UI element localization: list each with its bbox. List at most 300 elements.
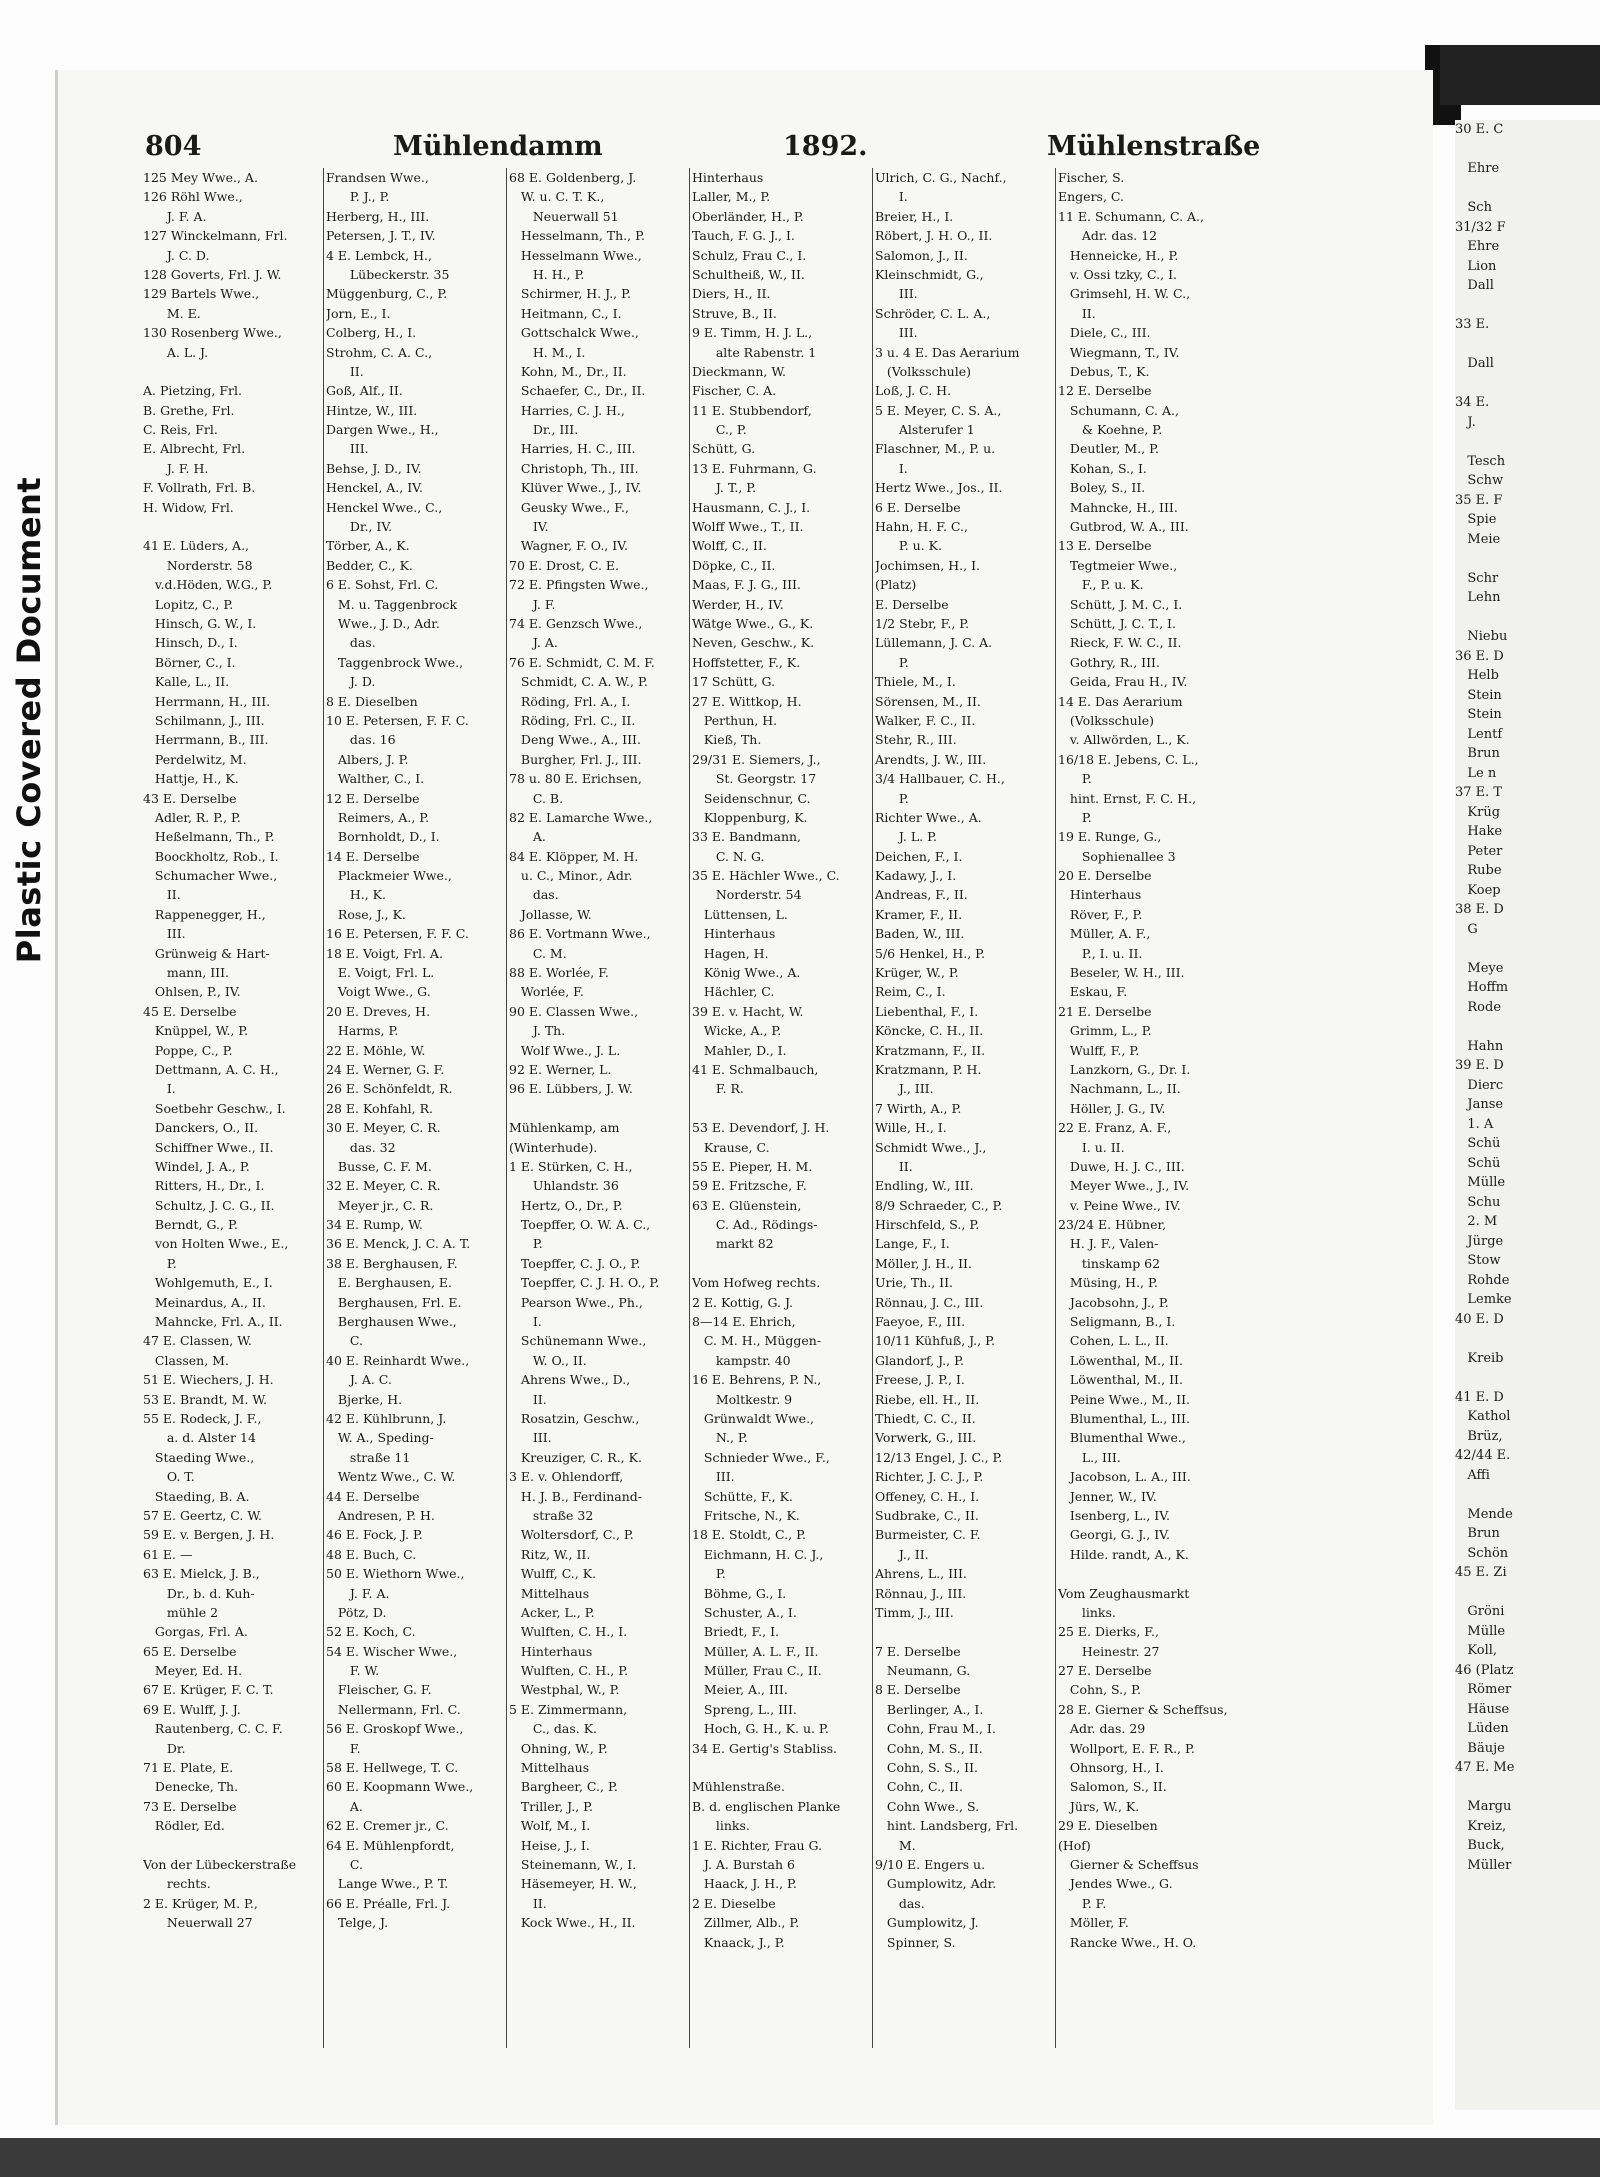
- directory-entry: kampstr. 40: [692, 1352, 791, 1368]
- directory-entry: Isenberg, L., IV.: [1058, 1507, 1171, 1523]
- directory-entry: 67 E. Krüger, F. C. T.: [143, 1682, 274, 1698]
- directory-entry: P. J., P.: [326, 189, 390, 205]
- directory-entry: Blumenthal Wwe.,: [1058, 1430, 1186, 1446]
- directory-entry: Müller, A. L. F., II.: [692, 1643, 819, 1659]
- directory-entry: Ohnsorg, H., I.: [1058, 1760, 1164, 1776]
- fragment-entry: 35 E. F: [1455, 492, 1503, 508]
- directory-entry: 128 Goverts, Frl. J. W.: [143, 266, 282, 282]
- directory-entry: Perthun, H.: [692, 712, 778, 728]
- directory-entry: Meinardus, A., II.: [143, 1294, 266, 1310]
- fragment-entry: Ehre: [1455, 239, 1500, 254]
- fragment-entry: Müller: [1455, 1857, 1512, 1873]
- directory-entry: 10/11 Kühfuß, J., P.: [875, 1333, 995, 1349]
- directory-entry: Knüppel, W., P.: [143, 1023, 249, 1039]
- directory-entry: E. Albrecht, Frl.: [143, 441, 246, 457]
- directory-entry: J. F. A.: [326, 1585, 390, 1601]
- fragment-entry: Kathol: [1455, 1409, 1511, 1424]
- directory-entry: Lange Wwe., P. T.: [326, 1876, 449, 1892]
- fragment-entry: 37 E. T: [1455, 785, 1503, 800]
- directory-entry: Worlée, F.: [509, 984, 584, 1000]
- directory-entry: Spreng, L., III.: [692, 1701, 797, 1717]
- directory-entry: H. H., P.: [509, 266, 585, 282]
- directory-entry: Geida, Frau H., IV.: [1058, 674, 1188, 690]
- directory-entry: II.: [509, 1895, 547, 1911]
- directory-entry: Uhlandstr. 36: [509, 1178, 619, 1194]
- directory-entry: Köncke, C. H., II.: [875, 1023, 984, 1039]
- directory-entry: Rose, J., K.: [326, 906, 406, 922]
- directory-entry: J., III.: [875, 1081, 934, 1097]
- directory-entry: Harries, H. C., III.: [509, 441, 636, 457]
- directory-entry: König Wwe., A.: [692, 965, 801, 981]
- directory-entry: Boley, S., II.: [1058, 480, 1146, 496]
- fragment-entry: Kreib: [1455, 1350, 1504, 1366]
- directory-entry: Neuerwall 27: [143, 1915, 253, 1931]
- directory-entry: Herrmann, H., III.: [143, 693, 271, 709]
- fragment-entry: 38 E. D: [1455, 902, 1504, 917]
- fragment-entry: Brun: [1455, 746, 1500, 761]
- directory-entry: 28 E. Gierner & Scheffsus,: [1058, 1701, 1228, 1717]
- directory-entry: Klüver Wwe., J., IV.: [509, 480, 642, 496]
- directory-entry: Deutler, M., P.: [1058, 441, 1159, 457]
- directory-entry: (Volksschule): [1058, 712, 1154, 728]
- directory-entry: 16 E. Petersen, F. F. C.: [326, 926, 469, 942]
- directory-entry: Liebenthal, F., I.: [875, 1003, 979, 1019]
- directory-entry: Wolff Wwe., T., II.: [692, 519, 804, 535]
- directory-entry: Schirmer, H. J., P.: [509, 286, 631, 302]
- directory-entry: Ahrens Wwe., D.,: [509, 1372, 631, 1388]
- directory-entry: Börner, C., I.: [143, 654, 236, 670]
- fragment-entry: Dall: [1455, 278, 1494, 293]
- directory-entry: 40 E. Reinhardt Wwe.,: [326, 1352, 470, 1368]
- directory-entry: 7 Wirth, A., P.: [875, 1100, 962, 1116]
- directory-entry: Mahncke, H., III.: [1058, 499, 1178, 515]
- directory-entry: Christoph, Th., III.: [509, 460, 639, 476]
- directory-entry: Andreas, F., II.: [875, 887, 968, 903]
- directory-entry: 19 E. Runge, G.,: [1058, 829, 1162, 845]
- directory-entry: & Koehne, P.: [1058, 422, 1163, 438]
- directory-entry: Hinsch, D., I.: [143, 635, 238, 651]
- directory-entry: 23/24 E. Hübner,: [1058, 1217, 1167, 1233]
- fragment-entry: [1455, 1017, 1600, 1037]
- directory-entry: C.: [326, 1856, 363, 1872]
- directory-entry: Cohn, S., P.: [1058, 1682, 1141, 1698]
- directory-entry: F. Vollrath, Frl. B.: [143, 480, 256, 496]
- directory-entry: Faeyoe, F., III.: [875, 1314, 966, 1330]
- directory-entry: Toepffer, C. J. H. O., P.: [509, 1275, 660, 1291]
- directory-entry: Staeding, B. A.: [143, 1488, 250, 1504]
- directory-entry: B. Grethe, Frl.: [143, 402, 235, 418]
- directory-entry: Henneicke, H., P.: [1058, 247, 1179, 263]
- directory-entry: Salomon, J., II.: [875, 247, 968, 263]
- directory-entry: Meier, A., III.: [692, 1682, 788, 1698]
- directory-entry: Colberg, H., I.: [326, 325, 417, 341]
- directory-entry: (Hof): [1058, 1837, 1091, 1853]
- directory-entry: Hertz, O., Dr., P.: [509, 1197, 623, 1213]
- directory-entry: Pearson Wwe., Ph.,: [509, 1294, 643, 1310]
- directory-entry: Richter, J. C. J., P.: [875, 1469, 984, 1485]
- directory-entry: 68 E. Goldenberg, J.: [509, 170, 637, 185]
- directory-entry: Geusky Wwe., F.,: [509, 499, 629, 515]
- directory-entry: St. Georgstr. 17: [692, 771, 817, 787]
- directory-entry: Löwenthal, M., II.: [1058, 1372, 1183, 1388]
- directory-entry: Frandsen Wwe.,: [326, 170, 429, 185]
- directory-entry: Wentz Wwe., C. W.: [326, 1469, 456, 1485]
- fragment-entry: Schu: [1455, 1194, 1501, 1210]
- directory-entry: [509, 1099, 687, 1118]
- directory-entry: Krause, C.: [692, 1139, 770, 1155]
- directory-entry: II.: [326, 363, 364, 379]
- directory-entry: Kalle, L., II.: [143, 674, 230, 690]
- directory-entry: 74 E. Genzsch Wwe.,: [509, 615, 643, 631]
- directory-entry: Heßelmann, Th., P.: [143, 829, 275, 845]
- directory-entry: Cohn Wwe., S.: [875, 1798, 980, 1814]
- directory-entry: Perdelwitz, M.: [143, 751, 247, 767]
- directory-entry: Gutbrod, W. A., III.: [1058, 519, 1189, 535]
- fragment-entry: Dall: [1455, 356, 1494, 371]
- directory-entry: 29 E. Dieselben: [1058, 1818, 1158, 1834]
- directory-entry: 27 E. Derselbe: [1058, 1663, 1152, 1679]
- directory-entry: Vorwerk, G., III.: [875, 1430, 977, 1446]
- directory-entry: Hintze, W., III.: [326, 402, 418, 418]
- directory-entry: Schultheiß, W., II.: [692, 266, 805, 282]
- directory-entry: Wulff, F., P.: [1058, 1042, 1140, 1058]
- directory-entry: 65 E. Derselbe: [143, 1643, 237, 1659]
- directory-entry: P., I. u. II.: [1058, 945, 1143, 961]
- directory-entry: 76 E. Schmidt, C. M. F.: [509, 654, 655, 670]
- fragment-entry: 42/44 E.: [1455, 1448, 1511, 1463]
- directory-entry: Briedt, F., I.: [692, 1624, 780, 1640]
- directory-entry: III.: [326, 441, 369, 457]
- directory-entry: 10 E. Petersen, F. F. C.: [326, 712, 469, 728]
- directory-entry: P.: [875, 654, 909, 670]
- directory-entry: hint. Ernst, F. C. H.,: [1058, 790, 1197, 806]
- directory-entry: Müller, A. F.,: [1058, 926, 1151, 942]
- directory-entry: I.: [143, 1081, 176, 1097]
- directory-entry: das.: [875, 1895, 925, 1911]
- directory-entry: P.: [875, 790, 909, 806]
- fragment-entry: [1455, 140, 1600, 160]
- directory-entry: Kohan, S., I.: [1058, 460, 1147, 476]
- directory-entry: L., III.: [1058, 1449, 1121, 1465]
- column-rule: [506, 168, 507, 2048]
- directory-entry: [1058, 1564, 1236, 1583]
- directory-entry: Tauch, F. G. J., I.: [692, 228, 795, 244]
- directory-entry: 5/6 Henkel, H., P.: [875, 945, 986, 961]
- directory-entry: 3 E. v. Ohlendorff,: [509, 1469, 624, 1485]
- directory-entry: Mittelhaus: [509, 1760, 590, 1776]
- directory-entry: Endling, W., III.: [875, 1178, 974, 1194]
- directory-entry: Dettmann, A. C. H.,: [143, 1061, 279, 1077]
- directory-entry: Schumann, C. A.,: [1058, 402, 1179, 418]
- directory-entry: 3/4 Hallbauer, C. H.,: [875, 771, 1005, 787]
- directory-entry: 126 Röhl Wwe.,: [143, 189, 243, 205]
- directory-columns: [143, 168, 1228, 2048]
- directory-entry: Cohn, Frau M., I.: [875, 1721, 996, 1737]
- directory-entry: Kloppenburg, K.: [692, 809, 808, 825]
- directory-entry: Berndt, G., P.: [143, 1217, 238, 1233]
- directory-entry: Burgher, Frl. J., III.: [509, 751, 642, 767]
- directory-entry: III.: [692, 1469, 735, 1485]
- fragment-entry: 47 E. Me: [1455, 1760, 1515, 1775]
- directory-entry: III.: [509, 1430, 552, 1446]
- directory-entry: 9 E. Timm, H. J. L.,: [692, 325, 813, 341]
- directory-entry: Rancke Wwe., H. O.: [1058, 1934, 1197, 1950]
- directory-entry: II.: [509, 1391, 547, 1407]
- directory-entry: Ohlsen, P., IV.: [143, 984, 241, 1000]
- directory-entry: Sudbrake, C., II.: [875, 1507, 979, 1523]
- directory-entry: v. Peine Wwe., IV.: [1058, 1197, 1181, 1213]
- directory-entry: Schütt, G.: [692, 441, 756, 457]
- directory-entry: 96 E. Lübbers, J. W.: [509, 1081, 633, 1097]
- directory-entry: Hinterhaus: [1058, 887, 1142, 903]
- directory-entry: Kock Wwe., H., II.: [509, 1915, 636, 1931]
- fragment-entry: [1455, 608, 1600, 628]
- right-street-heading: Mühlenstraße: [1047, 131, 1261, 162]
- directory-entry: 22 E. Franz, A. F.,: [1058, 1120, 1172, 1136]
- directory-entry: Hinterhaus: [692, 170, 764, 185]
- directory-entry: Seidenschnur, C.: [692, 790, 811, 806]
- directory-entry: Timm, J., III.: [875, 1604, 954, 1620]
- fragment-entry: Margu: [1455, 1799, 1512, 1814]
- directory-entry: Neuerwall 51: [509, 208, 619, 224]
- directory-entry: Neumann, G.: [875, 1663, 971, 1679]
- directory-entry: Reimers, A., P.: [326, 809, 430, 825]
- directory-entry: Dr., b. d. Kuh-: [143, 1585, 255, 1601]
- directory-entry: C. M.: [509, 945, 567, 961]
- directory-entry: Jacobson, L. A., III.: [1058, 1469, 1191, 1485]
- directory-entry: Wohlgemuth, E., I.: [143, 1275, 273, 1291]
- directory-entry: Hesselmann Wwe.,: [509, 247, 642, 263]
- directory-entry: IV.: [509, 519, 549, 535]
- directory-entry: Schröder, C. L. A.,: [875, 305, 991, 321]
- fragment-entry: Gröni: [1455, 1604, 1505, 1619]
- directory-entry: Von der Lübeckerstraße: [143, 1856, 297, 1872]
- directory-entry: von Holten Wwe., E.,: [143, 1236, 289, 1252]
- directory-entry: Adr. das. 29: [1058, 1721, 1146, 1737]
- directory-entry: C.: [326, 1333, 363, 1349]
- directory-entry: Schütte, F., K.: [692, 1488, 793, 1504]
- fragment-entry: Schü: [1455, 1136, 1501, 1151]
- directory-entry: 45 E. Derselbe: [143, 1003, 237, 1019]
- directory-entry: Berghausen Wwe.,: [326, 1314, 457, 1330]
- directory-entry: Wille, H., I.: [875, 1120, 947, 1136]
- directory-entry: Windel, J. A., P.: [143, 1158, 250, 1174]
- directory-entry: Herberg, H., III.: [326, 208, 430, 224]
- directory-entry: H. J. F., Valen-: [1058, 1236, 1159, 1252]
- directory-entry: Adr. das. 12: [1058, 228, 1158, 244]
- directory-entry: P.: [143, 1255, 177, 1271]
- directory-entry: Rappenegger, H.,: [143, 906, 266, 922]
- fragment-entry: Koll,: [1455, 1643, 1498, 1658]
- directory-entry: Mahler, D., I.: [692, 1042, 787, 1058]
- directory-entry: Ohning, W., P.: [509, 1740, 608, 1756]
- fragment-entry: Tesch: [1455, 453, 1506, 469]
- directory-entry: I.: [875, 460, 908, 476]
- directory-entry: 34 E. Gertig's Stabliss.: [692, 1740, 837, 1756]
- directory-entry: Wollport, E. F. R., P.: [1058, 1740, 1195, 1756]
- fragment-entry: Meye: [1455, 960, 1504, 976]
- directory-entry: Schaefer, C., Dr., II.: [509, 383, 646, 399]
- directory-entry: (Platz): [875, 577, 917, 593]
- directory-entry: Ritters, H., Dr., I.: [143, 1178, 265, 1194]
- directory-entry: Jorn, E., I.: [326, 305, 391, 321]
- directory-column-6: [1058, 168, 1236, 2048]
- directory-entry: Meyer, Ed. H.: [143, 1663, 243, 1679]
- directory-entry: 127 Winckelmann, Frl.: [143, 228, 288, 244]
- year-heading: 1892.: [783, 131, 868, 162]
- fragment-entry: [1455, 1368, 1600, 1388]
- directory-entry: Walker, F. C., II.: [875, 712, 976, 728]
- directory-entry: Strohm, C. A. C.,: [326, 344, 433, 360]
- directory-entry: 2 E. Dieselbe: [692, 1895, 776, 1911]
- page-header: [145, 125, 1261, 169]
- directory-entry: 32 E. Meyer, C. R.: [326, 1178, 441, 1194]
- directory-entry: Goß, Alf., II.: [326, 383, 403, 399]
- directory-entry: 46 E. Fock, J. P.: [326, 1527, 423, 1543]
- directory-entry: Harms, P.: [326, 1023, 399, 1039]
- directory-entry: Rödler, Ed.: [143, 1818, 225, 1834]
- directory-entry: J. F. A.: [143, 208, 207, 224]
- directory-entry: 26 E. Schönfeldt, R.: [326, 1081, 453, 1097]
- directory-entry: 42 E. Kühlbrunn, J.: [326, 1411, 447, 1426]
- directory-entry: P.: [692, 1566, 726, 1582]
- directory-entry: [143, 1836, 321, 1855]
- directory-entry: Seligmann, B., I.: [1058, 1314, 1176, 1330]
- directory-entry: 1 E. Stürken, C. H.,: [509, 1158, 633, 1174]
- directory-entry: Mühlenstraße.: [692, 1779, 785, 1795]
- directory-entry: Kratzmann, P. H.: [875, 1061, 982, 1077]
- directory-entry: Wiegmann, T., IV.: [1058, 344, 1180, 360]
- scan-bottom-edge: [0, 2138, 1600, 2177]
- directory-entry: u. C., Minor., Adr.: [509, 868, 633, 884]
- directory-entry: M.: [875, 1837, 916, 1853]
- directory-entry: B. d. englischen Planke: [692, 1798, 841, 1814]
- directory-entry: Deichen, F., I.: [875, 848, 963, 864]
- directory-entry: 16/18 E. Jebens, C. L.,: [1058, 751, 1199, 767]
- directory-entry: 129 Bartels Wwe.,: [143, 286, 260, 302]
- directory-entry: J. F.: [509, 596, 556, 612]
- directory-entry: Ritz, W., II.: [509, 1546, 591, 1562]
- fragment-entry: [1455, 432, 1600, 452]
- directory-entry: Hahn, H. F. C.,: [875, 519, 968, 535]
- fragment-entry: Sch: [1455, 200, 1492, 215]
- directory-entry: [143, 362, 321, 381]
- directory-entry: Möller, F.: [1058, 1915, 1129, 1931]
- fragment-entry: [1455, 1583, 1600, 1603]
- directory-entry: Diele, C., III.: [1058, 325, 1151, 341]
- directory-entry: Norderstr. 58: [143, 557, 253, 573]
- directory-entry: Cohn, C., II.: [875, 1779, 963, 1795]
- fragment-entry: Krüg: [1455, 804, 1501, 820]
- directory-entry: 53 E. Devendorf, J. H.: [692, 1120, 830, 1136]
- fragment-entry: Stein: [1455, 707, 1502, 722]
- directory-entry: J. L. P.: [875, 829, 937, 845]
- directory-entry: Röbert, J. H. O., II.: [875, 228, 993, 244]
- directory-entry: Triller, J., P.: [509, 1798, 593, 1814]
- directory-entry: 8/9 Schraeder, C., P.: [875, 1197, 1003, 1213]
- column-rule: [872, 168, 873, 2048]
- directory-entry: 13 E. Fuhrmann, G.: [692, 460, 817, 476]
- directory-entry: mühle 2: [143, 1604, 219, 1620]
- directory-entry: das.: [326, 635, 376, 651]
- column-rule: [689, 168, 690, 2048]
- directory-entry: Meyer Wwe., J., IV.: [1058, 1178, 1190, 1194]
- directory-entry: (Volksschule): [875, 363, 971, 379]
- directory-entry: 5 E. Zimmermann,: [509, 1701, 628, 1717]
- fragment-entry: 30 E. C: [1455, 122, 1504, 137]
- directory-entry: F., P. u. K.: [1058, 577, 1144, 593]
- directory-entry: E. Derselbe: [875, 596, 949, 612]
- directory-entry: Mittelhaus: [509, 1585, 590, 1601]
- fragment-entry: 40 E. D: [1455, 1311, 1504, 1327]
- directory-entry: 12/13 Engel, J. C., P.: [875, 1449, 1003, 1465]
- fragment-entry: Schön: [1455, 1545, 1509, 1561]
- directory-entry: Walther, C., I.: [326, 771, 425, 787]
- directory-entry: 33 E. Bandmann,: [692, 829, 802, 845]
- directory-entry: Acker, L., P.: [509, 1604, 595, 1620]
- directory-entry: II.: [875, 1158, 913, 1174]
- directory-entry: 18 E. Stoldt, C., P.: [692, 1527, 806, 1543]
- directory-entry: [692, 1099, 870, 1118]
- directory-entry: J. A.: [509, 635, 558, 651]
- directory-entry: Wagner, F. O., IV.: [509, 538, 628, 554]
- fragment-entry: 45 E. Zi: [1455, 1565, 1507, 1580]
- directory-entry: Fischer, C. A.: [692, 383, 777, 399]
- directory-entry: H. M., I.: [509, 344, 586, 360]
- directory-entry: 5 E. Meyer, C. S. A.,: [875, 402, 1002, 418]
- directory-entry: straße 11: [326, 1449, 411, 1465]
- directory-entry: Hesselmann, Th., P.: [509, 228, 645, 244]
- directory-entry: Kadawy, J., I.: [875, 868, 957, 884]
- fragment-entry: Kreiz,: [1455, 1818, 1507, 1834]
- fragment-entry: Schr: [1455, 570, 1499, 586]
- directory-entry: 11 E. Schumann, C. A.,: [1058, 208, 1205, 224]
- directory-entry: Woltersdorf, C., P.: [509, 1527, 634, 1543]
- directory-entry: Jochimsen, H., I.: [875, 557, 980, 573]
- directory-entry: Berghausen, Frl. E.: [326, 1294, 462, 1310]
- directory-entry: das. 32: [326, 1139, 396, 1155]
- directory-entry: [143, 517, 321, 536]
- directory-entry: 59 E. Fritzsche, F.: [692, 1178, 807, 1194]
- directory-entry: Rieck, F. W. C., II.: [1058, 635, 1182, 651]
- directory-entry: Flaschner, M., P. u.: [875, 441, 996, 457]
- directory-entry: Tegtmeier Wwe.,: [1058, 557, 1178, 573]
- directory-entry: Kreuziger, C. R., K.: [509, 1449, 642, 1465]
- directory-entry: Hinterhaus: [509, 1643, 593, 1659]
- directory-entry: 57 E. Geertz, C. W.: [143, 1507, 262, 1523]
- directory-entry: H. Widow, Frl.: [143, 499, 234, 515]
- directory-entry: 41 E. Schmalbauch,: [692, 1061, 819, 1077]
- directory-entry: Schilmann, J., III.: [143, 712, 265, 728]
- directory-entry: Röver, F., P.: [1058, 906, 1143, 922]
- directory-entry: F. W.: [326, 1663, 380, 1679]
- fragment-entry: Stow: [1455, 1253, 1501, 1268]
- directory-entry: Müsing, H., P.: [1058, 1275, 1158, 1291]
- directory-entry: 2 E. Kottig, G. J.: [692, 1294, 794, 1310]
- directory-entry: III.: [875, 325, 918, 341]
- directory-entry: 50 E. Wiethorn Wwe.,: [326, 1566, 465, 1582]
- directory-entry: Kieß, Th.: [692, 732, 762, 748]
- directory-entry: Vom Hofweg rechts.: [692, 1275, 821, 1291]
- directory-entry: 54 E. Wischer Wwe.,: [326, 1643, 458, 1659]
- directory-entry: Dieckmann, W.: [692, 363, 786, 379]
- directory-entry: Ahrens, L., III.: [875, 1566, 967, 1582]
- directory-entry: Poppe, C., P.: [143, 1042, 233, 1058]
- directory-entry: 1 E. Richter, Frau G.: [692, 1837, 823, 1853]
- directory-entry: Rönnau, J. C., III.: [875, 1294, 984, 1310]
- directory-entry: Wolf Wwe., J. L.: [509, 1042, 621, 1058]
- directory-entry: 6 E. Derselbe: [875, 499, 961, 515]
